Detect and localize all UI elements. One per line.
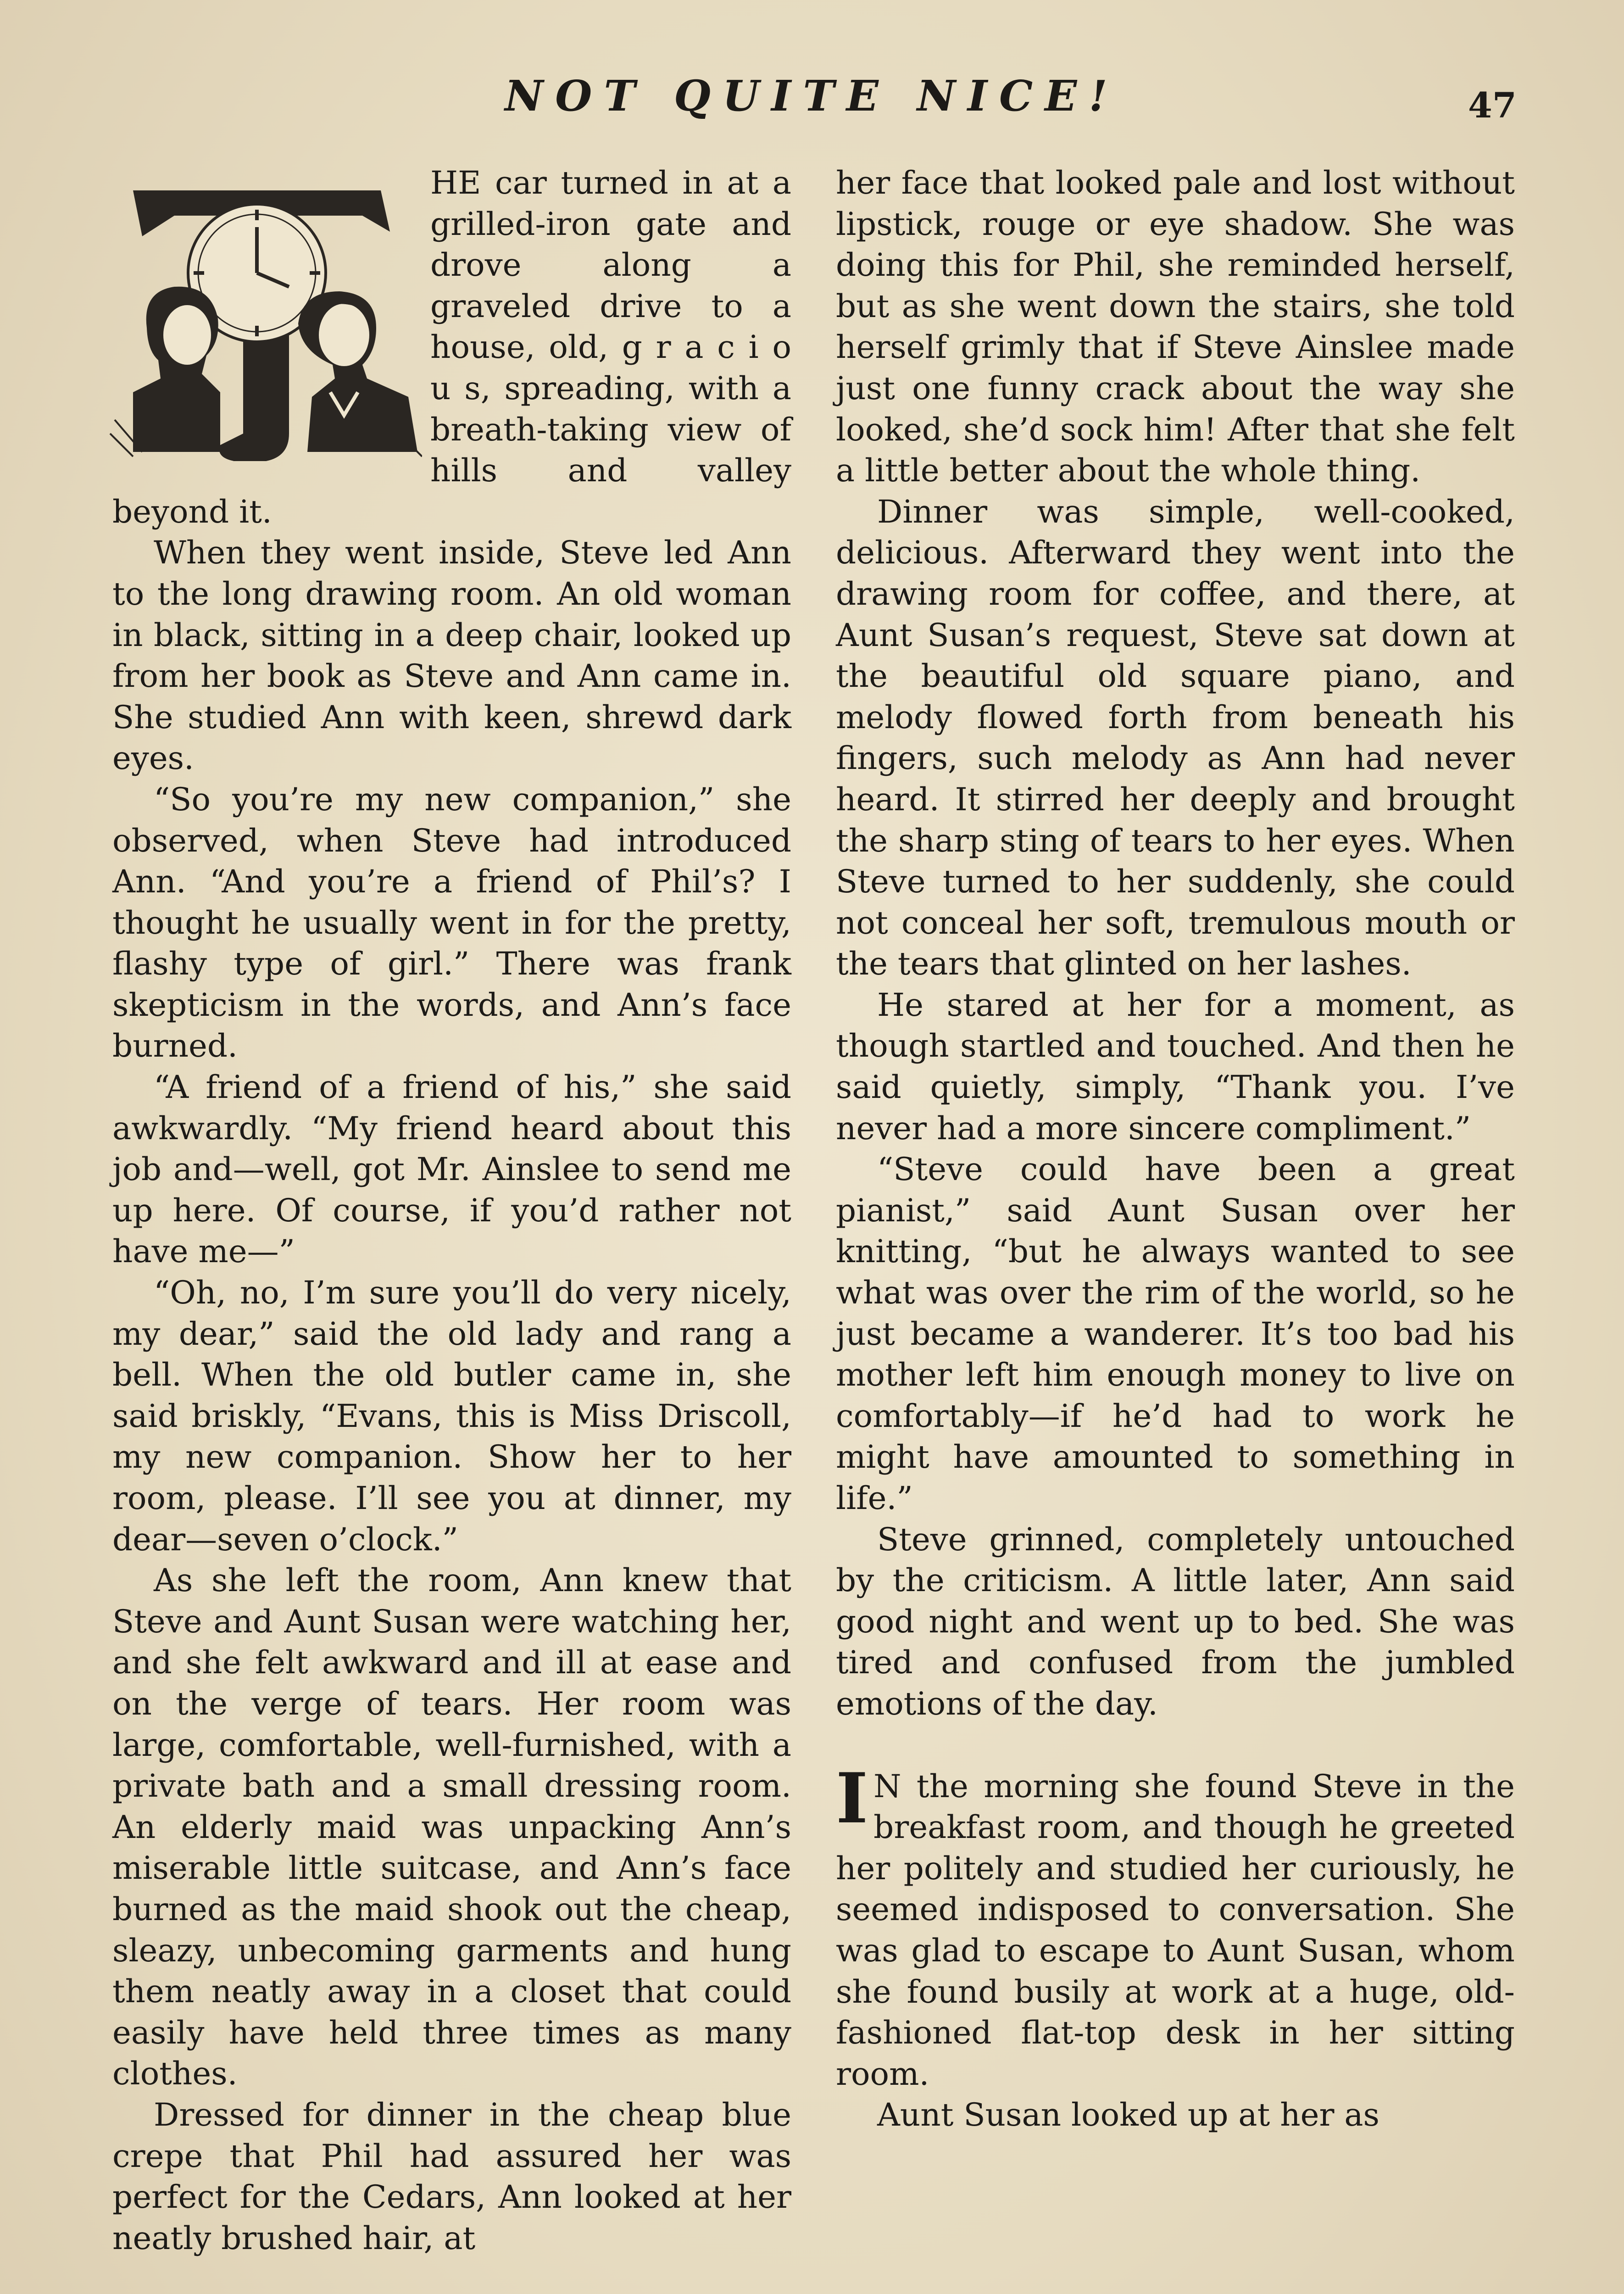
paragraph: “A friend of a friend of his,” she said awkwardly. “My friend heard about this job and—well, got Mr. Ainslee to send me up here. Of course, if you’d rather not have me—”	[112, 1069, 791, 1270]
left-column	[112, 163, 791, 2259]
paragraph: Aunt Susan looked up at her as	[877, 2097, 1379, 2134]
paragraph: He stared at her for a moment, as though startled and touched. And then he said quietly, simply, “Thank you. I’ve never had a more sincere compliment.”	[836, 986, 1515, 1147]
page-number: 47	[1468, 85, 1517, 126]
paragraph: “Oh, no, I’m sure you’ll do very nicely, my dear,” said the old lady and rang a bell. When the old butler came in, she said briskly, “Evans, this is Miss Driscoll, my new companion. Show her to her room, please. I’ll see you at dinner, my dear—seven o’clock.”	[112, 1275, 791, 1558]
paragraph: her face that looked pale and lost without lipstick, rouge or eye shadow. She was doing this for Phil, she reminded herself, but as she went down the stairs, she told herself grimly that if Steve Ainslee made just one funny crack about the way she looked, she’d sock him! After that she felt a little better about the whole thing.	[836, 165, 1515, 490]
opening-paragraph: HE car turned in at a grilled-iron gate and drove along a graveled drive to a house, old, g r a c i o u s, spreading, with a breath-taking view of hills and valley beyond it.	[112, 165, 791, 530]
section-paragraph-text: N the morning she found Steve in the breakfast room, and though he greeted her politely and studied her curiously, he seemed indisposed to conversation. She was glad to escape to Aunt Susan, whom she found busily at work at a huge, old-fashioned flat-top desk in her sitting room.	[836, 1768, 1515, 2093]
paragraph: Steve grinned, completely untouched by the criticism. A little later, Ann said good night and went up to bed. She was tired and confused from the jumbled emotions of the day.	[836, 1521, 1515, 1722]
paragraph: Dressed for dinner in the cheap blue crepe that Phil had assured her was perfect for the Cedars, Ann looked at her neatly brushed hair, at	[112, 2096, 791, 2257]
paragraph: “So you’re my new companion,” she observed, when Steve had introduced Ann. “And you’re a friend of Phil’s? I thought he usually went in for the pretty, flashy type of girl.” There was frank skepticism in the words, and Ann’s face burned.	[112, 781, 791, 1065]
section-paragraph	[836, 1758, 1515, 2095]
drop-cap-illustration	[106, 177, 422, 468]
drop-cap-letter: I	[836, 1758, 868, 1839]
paragraph: Dinner was simple, well-cooked, delicious. Afterward they went into the drawing room for coffee, and there, at Aunt Susan’s request, Steve sat down at the beautiful old square piano, and melody flowed forth from beneath his fingers, such melody as Ann had never heard. It stirred her deeply and brought the sharp sting of tears to her eyes. When Steve turned to her suddenly, she could not conceal her soft, tremulous mouth or the tears that glinted on her lashes.	[836, 493, 1515, 983]
paragraph: When they went inside, Steve led Ann to the long drawing room. An old woman in black, sitting in a deep chair, looked up from her book as Steve and Ann came in. She studied Ann with keen, shrewd dark eyes.	[112, 535, 791, 777]
right-column	[836, 163, 1515, 2136]
paragraph: “Steve could have been a great pianist,” said Aunt Susan over her knitting, “but he always wanted to see what was over the rim of the world, so he just became a wanderer. It’s too bad his mother left him enough money to live on comfortably—if he’d had to work he might have amounted to something in life.”	[836, 1151, 1515, 1517]
running-head: NOT QUITE NICE!	[505, 71, 1119, 121]
paragraph: As she left the room, Ann knew that Steve and Aunt Susan were watching her, and she felt awkward and ill at ease and on the verge of tears. Her room was large, comfortable, well-furnished, with a private bath and a small dressing room. An elderly maid was unpacking Ann’s miserable little suitcase, and Ann’s face burned as the maid shook out the cheap, sleazy, unbecoming garments and hung them neatly away in a closet that could easily have held three times as many clothes.	[112, 1562, 791, 2093]
